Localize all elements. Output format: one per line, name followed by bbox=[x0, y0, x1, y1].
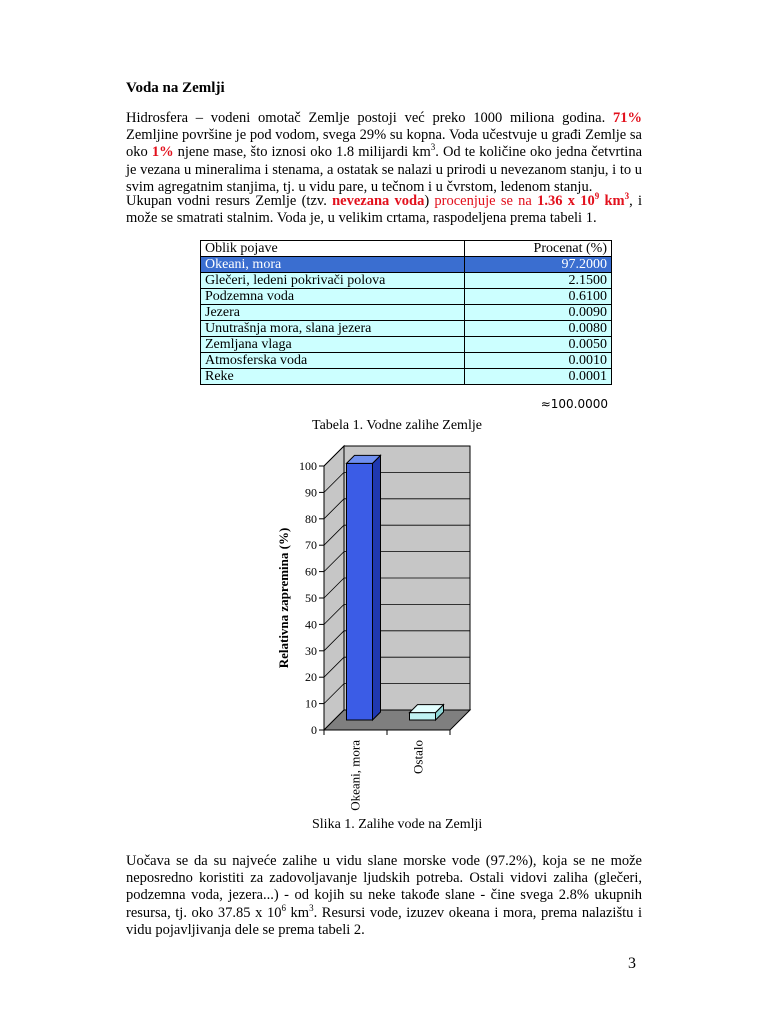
cell-oblik: Atmosferska voda bbox=[201, 353, 465, 369]
highlight-procenjuje: procenjuje se na bbox=[434, 193, 532, 209]
document-title: Voda na Zemlji bbox=[126, 80, 225, 96]
header-oblik-pojave: Oblik pojave bbox=[201, 241, 465, 257]
paragraph-conclusion bbox=[126, 853, 642, 939]
cell-procenat: 0.0080 bbox=[465, 321, 612, 337]
y-tick-label: 0 bbox=[311, 723, 317, 737]
text-span: ) bbox=[424, 193, 430, 209]
water-reserves-table bbox=[200, 240, 612, 385]
superscript: 3 bbox=[309, 902, 314, 913]
table-total: ≈100.0000 bbox=[540, 397, 608, 411]
table-header-row bbox=[201, 241, 612, 257]
table-row bbox=[201, 369, 612, 385]
table-caption: Tabela 1. Vodne zalihe Zemlje bbox=[312, 418, 482, 433]
y-tick-label: 70 bbox=[305, 538, 317, 553]
text-span: . Resursi vode, izuzev okeana i mora, prema nalazištu i vidu pojavljivanja dele se prema tabeli 2. bbox=[126, 904, 642, 938]
superscript: 6 bbox=[281, 902, 286, 913]
y-tick-label: 100 bbox=[299, 459, 317, 473]
highlight-nevezana-voda: nevezana voda bbox=[332, 193, 425, 209]
superscript: 3 bbox=[430, 142, 436, 153]
text-span: Uočava se da su najveće zalihe u vidu slane morske vode (97.2%), koja se ne može neposredno koristiti za zadovoljavanje ljudskih potreba. Ostali vidovi zaliha (glečeri, podzemna voda, jezera...) - od kojih su neke takođe slane - čine svega 2.8% ukupnih resursa, tj. oko 37.85 x 10 bbox=[126, 853, 642, 921]
page-number: 3 bbox=[628, 955, 636, 972]
cell-procenat: 0.0090 bbox=[465, 305, 612, 321]
text-span: , i može se smatrati stalnim. Voda je, u velikim crtama, raspodeljena prema tabeli 1. bbox=[126, 193, 643, 227]
y-tick-label: 60 bbox=[305, 564, 317, 579]
y-tick-label: 90 bbox=[305, 485, 317, 500]
cell-procenat: 97.2000 bbox=[465, 257, 612, 273]
cell-oblik: Jezera bbox=[201, 305, 465, 321]
table-row bbox=[201, 353, 612, 369]
text-span: km bbox=[285, 904, 310, 921]
superscript: 9 bbox=[594, 191, 600, 202]
table-row bbox=[201, 337, 612, 353]
cell-procenat: 0.6100 bbox=[465, 289, 612, 305]
text-span: njene mase, što iznosi oko 1.8 milijardi km bbox=[177, 144, 431, 161]
category-label: Ostalo bbox=[410, 740, 426, 774]
y-tick-label: 50 bbox=[305, 591, 317, 605]
table-row bbox=[201, 305, 612, 321]
cell-oblik: Unutrašnja mora, slana jezera bbox=[201, 321, 465, 337]
highlight-1-percent: 1% bbox=[151, 144, 174, 161]
table-row bbox=[201, 321, 612, 337]
bar-side bbox=[373, 455, 381, 720]
text-span: Hidrosfera – vodeni omotač Zemlje postoji već preko 1000 miliona godina. bbox=[126, 110, 606, 126]
water-reserves-chart bbox=[268, 444, 508, 816]
y-tick-label: 20 bbox=[305, 670, 317, 685]
bar-front bbox=[347, 463, 373, 720]
cell-oblik: Reke bbox=[201, 369, 465, 385]
figure-caption: Slika 1. Zalihe vode na Zemlji bbox=[312, 817, 483, 832]
y-axis-title: Relativna zapremina (%) bbox=[276, 527, 291, 669]
header-procenat: Procenat (%) bbox=[465, 241, 612, 257]
table-row bbox=[201, 273, 612, 289]
cell-procenat: 0.0001 bbox=[465, 369, 612, 385]
y-tick-label: 40 bbox=[305, 617, 317, 632]
chart-floor bbox=[324, 710, 470, 730]
table-row bbox=[201, 289, 612, 305]
highlight-unit: km bbox=[604, 193, 625, 209]
cell-oblik: Podzemna voda bbox=[201, 289, 465, 305]
text-span: Ukupan vodni resurs Zemlje (tzv. bbox=[126, 193, 327, 209]
y-tick-label: 10 bbox=[305, 696, 317, 711]
cell-procenat: 2.1500 bbox=[465, 273, 612, 289]
cell-procenat: 0.0050 bbox=[465, 337, 612, 353]
y-tick-label: 80 bbox=[305, 511, 317, 526]
table-row bbox=[201, 257, 612, 273]
superscript: 3 bbox=[624, 191, 630, 202]
cell-oblik: Zemljana vlaga bbox=[201, 337, 465, 353]
highlight-amount: 1.36 x 10 bbox=[537, 193, 595, 209]
text-span: . Od te količine oko jedna četvrtina je vezana u mineralima i stenama, a ostatak se nalazi u prirodi u nevezanom stanju, i to u svim agregatnim stanjima, tj. u vidu pare, u tečnom i u čvrstom, ledenom stanju. bbox=[126, 144, 643, 195]
text-span: Zemljine površine je pod vodom, svega 29% su kopna. Voda učestvuje u građi Zemlje sa oko bbox=[126, 127, 642, 161]
paragraph-hydrosphere bbox=[126, 110, 642, 196]
highlight-71-percent: 71% bbox=[613, 110, 642, 126]
paragraph-water-resources bbox=[126, 193, 642, 227]
cell-oblik: Okeani, mora bbox=[201, 257, 465, 273]
y-tick-label: 30 bbox=[305, 643, 317, 658]
category-label: Okeani, mora bbox=[347, 740, 363, 811]
cell-oblik: Glečeri, ledeni pokrivači polova bbox=[201, 273, 465, 289]
cell-procenat: 0.0010 bbox=[465, 353, 612, 369]
bar-front bbox=[410, 713, 436, 720]
